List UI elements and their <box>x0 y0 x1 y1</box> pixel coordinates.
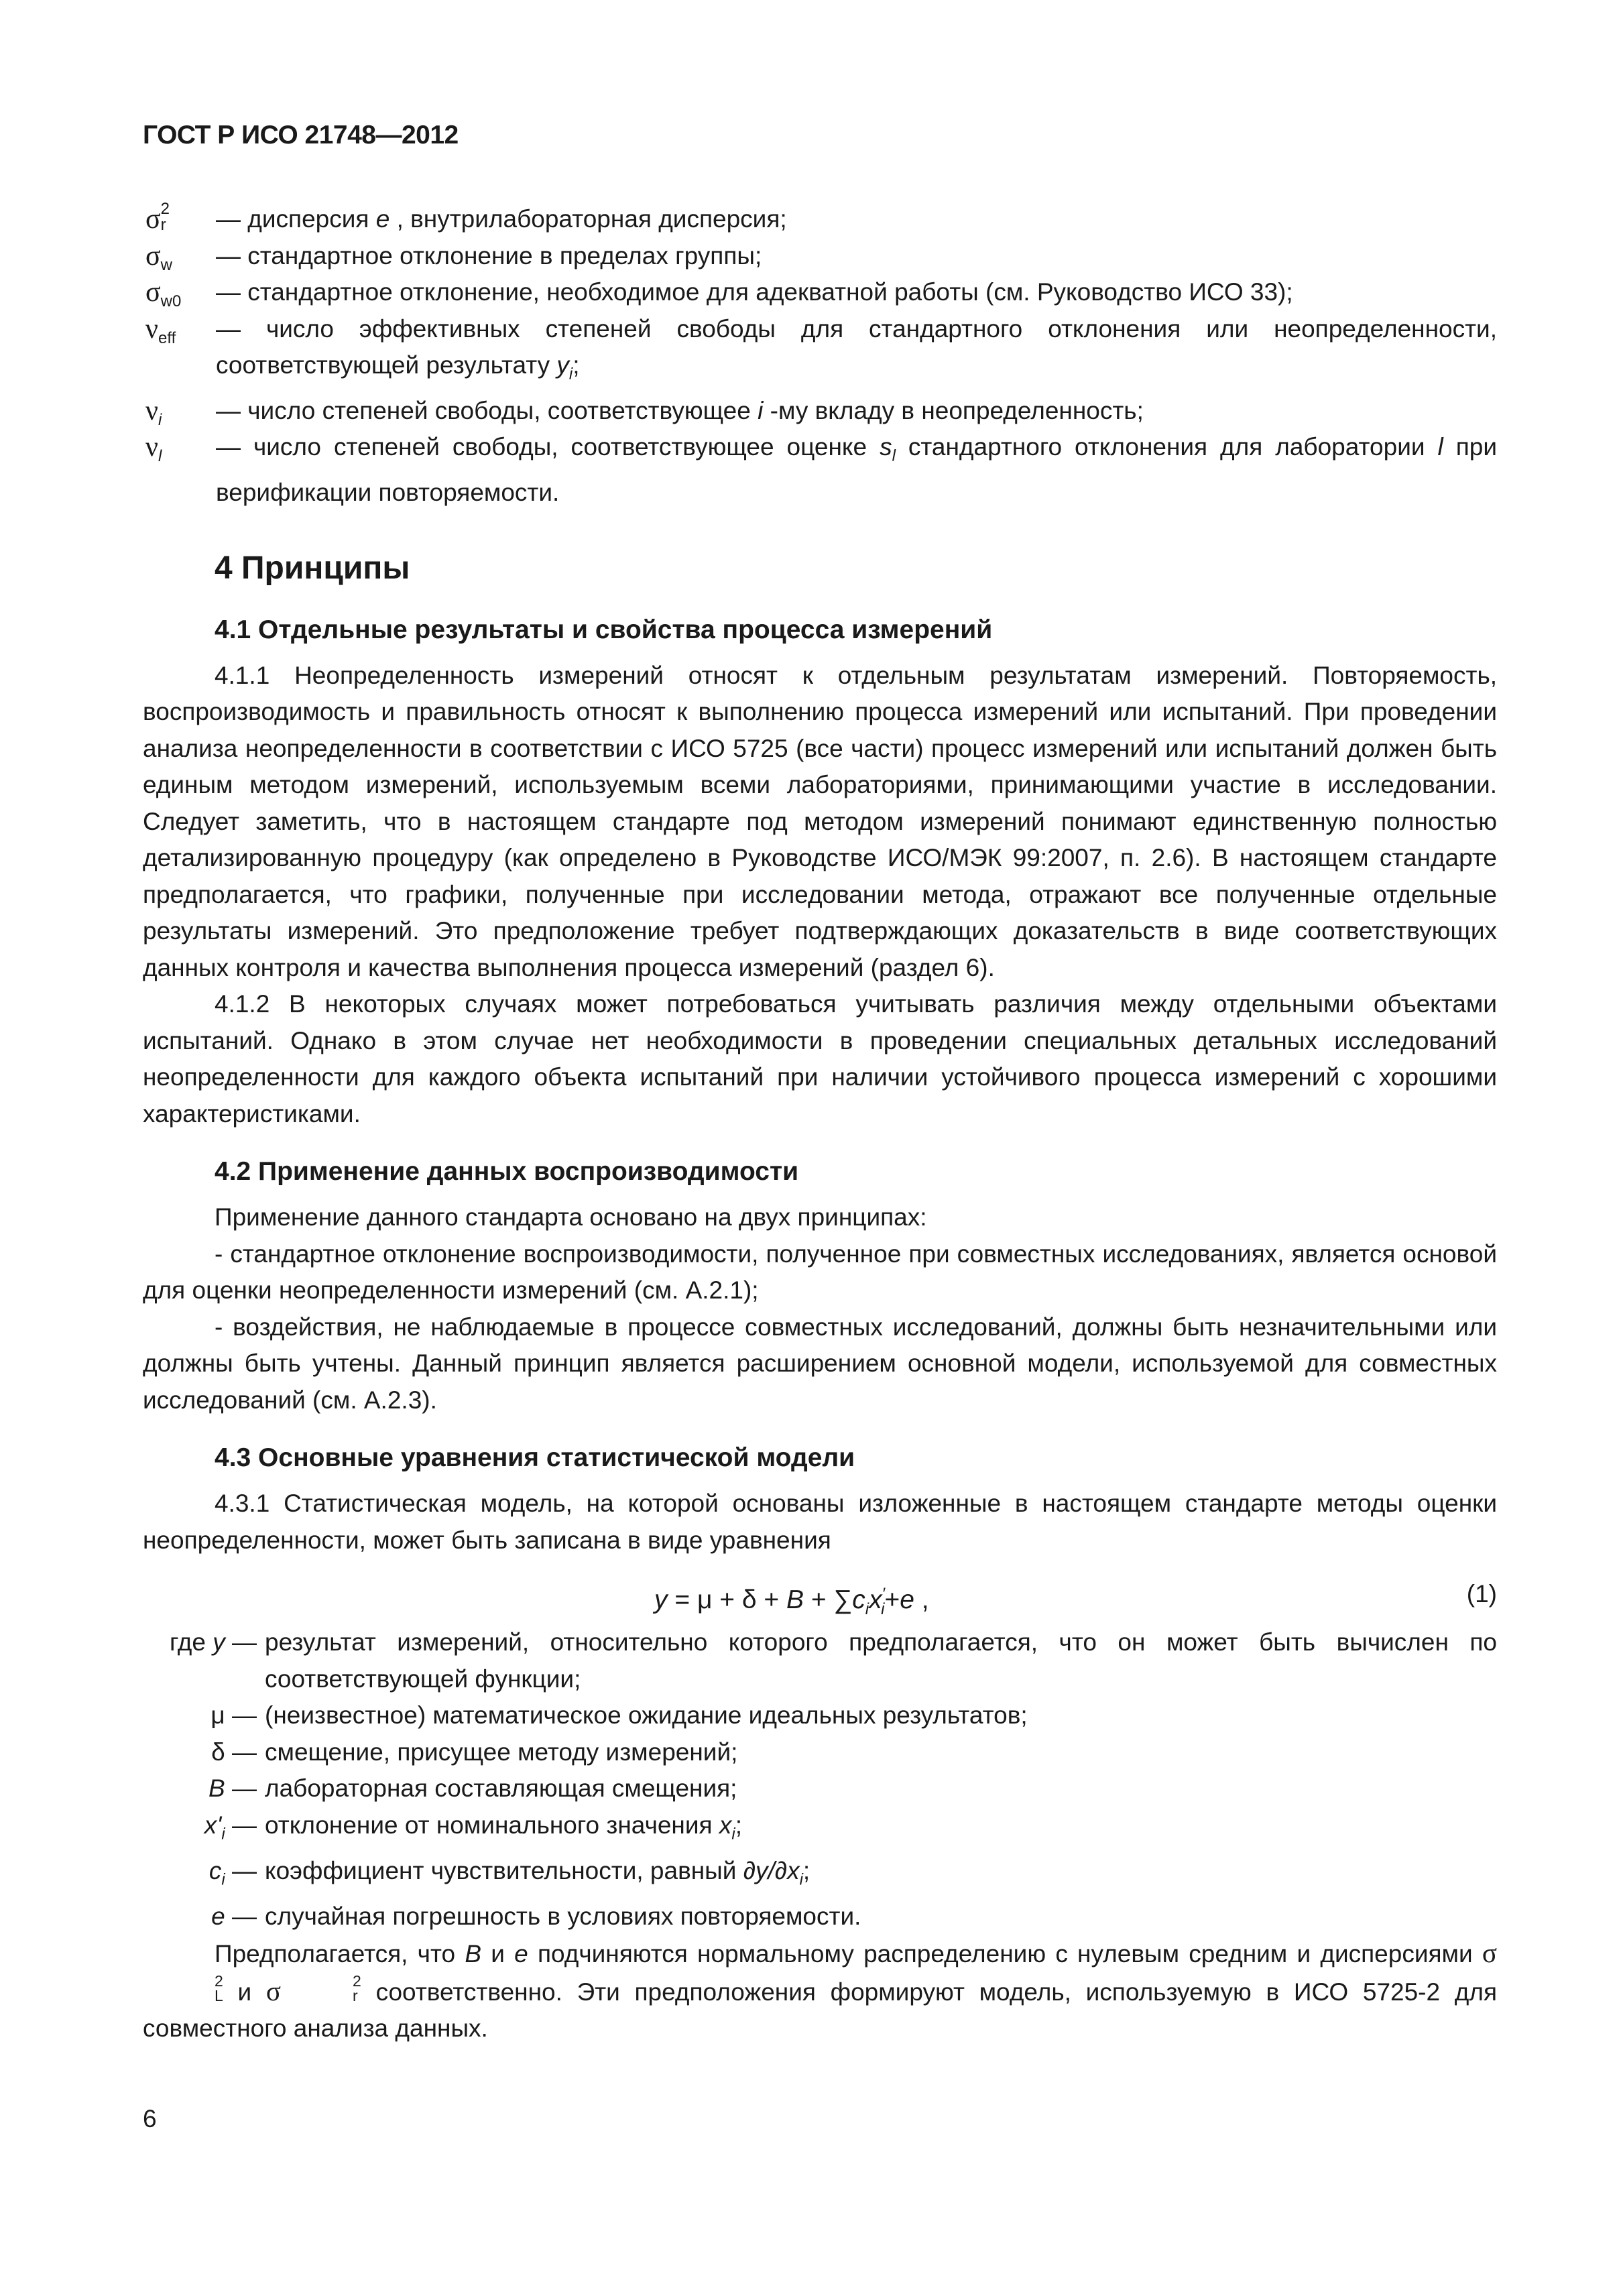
symbol-desc: — число степеней свободы, соответствующее оценке $s_l$ стандартного отклонения для лаборатории l при верификации повторяемости. <box>216 433 1497 507</box>
where-desc: коэффициент чувствительности, равный $\partial y/\partial x_i$; <box>265 1856 810 1889</box>
symbol-row <box>143 201 1497 238</box>
symbol-row <box>143 274 1497 311</box>
where-symbol: $x'_i$ — <box>204 1811 257 1844</box>
symbol-sigma-w: $\sigma_w$ <box>145 240 172 274</box>
equation: $y = \mu + \delta + B + \sum c_ix'_i+e$ , <box>654 1585 929 1619</box>
paragraph: Предполагается, что B и e подчиняются нормальному распределению с нулевым средним и дисперсиями σ 2 L и σ 2 r соответственно. Эти предположения формируют модель, используемую в ИСО 5725-2 для совместного анализа данных. <box>143 1937 1498 2043</box>
symbol-desc: — стандартное отклонение, необходимое для адекватной работы (см. Руководство ИСО 33); <box>216 278 1293 306</box>
where-symbol: $c_i$ — <box>208 1856 257 1889</box>
where-symbol: μ — <box>211 1701 257 1730</box>
where-row <box>143 1734 1497 1771</box>
symbol-row <box>143 311 1497 393</box>
where-desc: смещение, присущее методу измерений; <box>265 1738 738 1766</box>
paragraph: - стандартное отклонение воспроизводимости, полученное при совместных исследованиях, является основой для оценки неопределенности измерений (см. А.2.1); <box>143 1240 1497 1305</box>
section-heading: 4 Принципы <box>215 550 410 586</box>
symbol-row <box>143 429 1497 511</box>
equation-number: (1) <box>1466 1580 1497 1608</box>
where-list <box>143 1624 1497 1935</box>
where-symbol: где y — <box>169 1628 257 1656</box>
page-content <box>143 201 1497 2047</box>
where-desc: результат измерений, относительно которого предполагается, что он может быть вычислен по соответствующей функции; <box>265 1628 1497 1693</box>
where-row <box>143 1624 1497 1697</box>
symbol-row <box>143 238 1497 275</box>
document-header: ГОСТ Р ИСО 21748—2012 <box>143 121 459 149</box>
symbol-sigma-w0: $\sigma_{w0}$ <box>145 277 182 310</box>
symbol-desc: — число эффективных степеней свободы для стандартного отклонения или неопределенности, соответствующей результату $y_i$; <box>216 314 1497 383</box>
subsection-heading: 4.1 Отдельные результаты и свойства процесса измерений <box>215 615 993 644</box>
paragraph: Применение данного стандарта основано на двух принципах: <box>215 1203 927 1231</box>
subsection-heading: 4.3 Основные уравнения статистической модели <box>215 1443 855 1473</box>
symbol-nu-eff: $\nu_{eff}$ <box>145 313 176 347</box>
where-desc: (неизвестное) математическое ожидание идеальных результатов; <box>265 1701 1028 1730</box>
paragraph: 4.1.1 Неопределенность измерений относят к отдельным результатам измерений. Повторяемость, воспроизводимость и правильность относят к выполнению процесса измерений или испытаний. При проведении анализа неопределенности в соответствии с ИСО 5725 (все части) процесс измерений или испытаний должен быть единым методом измерений, используемым всеми лабораториями, принимающими участие в исследовании. Следует заметить, что в настоящем стандарте под методом измерений понимают единственную полностью детализированную процедуру (как определено в Руководстве ИСО/МЭК 99:2007, п. 2.6). В настоящем стандарте предполагается, что графики, полученные при исследовании метода, отражают все полученные отдельные результаты измерений. Это предположение требует подтверждающих доказательств в виде соответствующих данных контроля и качества выполнения процесса измерений (раздел 6). <box>143 661 1497 981</box>
symbol-row <box>143 393 1497 430</box>
symbol-desc: — число степеней свободы, соответствующее i -му вкладу в неопределенность; <box>216 396 1144 424</box>
where-desc: отклонение от номинального значения $x_i$; <box>265 1811 742 1844</box>
paragraph: - воздействия, не наблюдаемые в процессе совместных исследований, должны быть незначительными или должны быть учтены. Данный принцип является расширением основной модели, используемой для совместных исследований (см. А.2.3). <box>143 1313 1497 1414</box>
where-row <box>143 1898 1497 1935</box>
symbol-desc: — стандартное отклонение в пределах группы; <box>216 241 762 269</box>
symbol-list <box>143 201 1497 511</box>
where-row <box>143 1697 1497 1734</box>
symbol-nu-l: $\nu_l$ <box>145 432 162 466</box>
page-number: 6 <box>143 2105 157 2132</box>
where-row <box>143 1770 1497 1807</box>
where-desc: случайная погрешность в условиях повторяемости. <box>265 1902 861 1930</box>
subsection-heading: 4.2 Применение данных воспроизводимости <box>215 1157 799 1187</box>
where-symbol: e — <box>211 1902 257 1930</box>
symbol-nu-i: $\nu_i$ <box>145 395 162 429</box>
paragraph: 4.3.1 Статистическая модель, на которой основаны изложенные в настоящем стандарте методы оценки неопределенности, может быть записана в виде уравнения <box>143 1490 1497 1554</box>
equation-row <box>143 1569 1497 1624</box>
where-symbol: B — <box>208 1774 257 1803</box>
where-row <box>143 1853 1497 1898</box>
symbol-sigma-r2: σ 2 r <box>145 200 170 235</box>
paragraph: 4.1.2 В некоторых случаях может потребоваться учитывать различия между отдельными объектами испытаний. Однако в этом случае нет необходимости в проведении специальных детальных исследований неопределенности для каждого объекта испытаний при наличии устойчивого процесса измерений с хорошими характеристиками. <box>143 990 1497 1128</box>
where-symbol: δ — <box>211 1738 257 1766</box>
symbol-desc: — дисперсия e , внутрилабораторная дисперсия; <box>216 205 787 233</box>
where-desc: лабораторная составляющая смещения; <box>265 1774 737 1803</box>
where-row <box>143 1807 1497 1853</box>
